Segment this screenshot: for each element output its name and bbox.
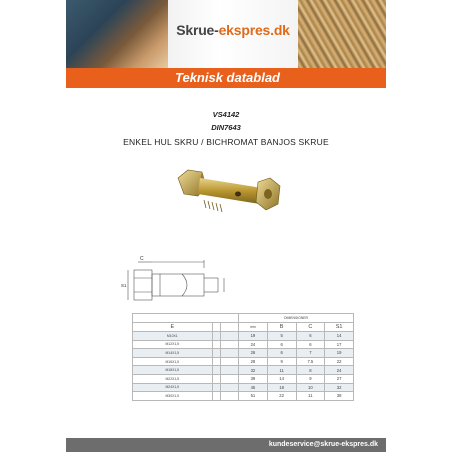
table-cell-a: 26	[239, 349, 268, 358]
table-header-e: E	[133, 323, 213, 332]
table-cell-b: 6	[267, 340, 296, 349]
table-cell-s1: 38	[325, 392, 354, 401]
datasheet-page	[66, 0, 386, 452]
table-cell-empty	[221, 374, 239, 383]
table-row	[133, 366, 354, 375]
table-cell-empty	[212, 392, 221, 401]
table-cell-a: 24	[239, 340, 268, 349]
product-description: ENKEL HUL SKRU / BICHROMAT BANJOS SKRUE	[123, 137, 329, 147]
table-row	[133, 374, 354, 383]
table-cell-a: 28	[239, 357, 268, 366]
table-cell-c: 9	[296, 374, 325, 383]
technical-drawing	[120, 254, 230, 308]
table-header-b: B	[267, 323, 296, 332]
table-cell-s1: 17	[325, 340, 354, 349]
table-row	[133, 340, 354, 349]
table-cell-s1: 24	[325, 366, 354, 375]
table-cell-empty	[212, 340, 221, 349]
header	[66, 0, 386, 68]
table-row	[133, 383, 354, 392]
table-cell-s1: 22	[325, 357, 354, 366]
table-cell-e: M22X1,5	[133, 374, 213, 383]
table-cell-empty	[212, 383, 221, 392]
table-cell-c: 6	[296, 340, 325, 349]
table-cell-b: 11	[267, 366, 296, 375]
table-header-s1: S1	[325, 323, 354, 332]
table-cell-s1: 14	[325, 332, 354, 341]
footer	[66, 438, 386, 452]
table-cell-empty	[212, 374, 221, 383]
table-cell-b: 6	[267, 349, 296, 358]
product-photo	[174, 164, 284, 224]
table-row	[133, 332, 354, 341]
table-cell-empty	[212, 332, 221, 341]
drawing-label-s1: S1	[121, 283, 127, 288]
table-cell-e: M30X1,5	[133, 392, 213, 401]
table-row	[133, 357, 354, 366]
table-cell-b: 14	[267, 374, 296, 383]
table-cell-b: 5	[267, 332, 296, 341]
table-cell-empty	[212, 349, 221, 358]
table-cell-b: 9	[267, 357, 296, 366]
table-cell-e: M14X1,5	[133, 349, 213, 358]
table-group-header: DIMENSIONER	[239, 314, 354, 323]
table-cell-empty	[221, 357, 239, 366]
table-cell-empty	[221, 383, 239, 392]
table-cell-empty	[221, 392, 239, 401]
table-cell-c: 7	[296, 349, 325, 358]
table-cell-c: 8	[296, 366, 325, 375]
logo-area	[168, 0, 298, 68]
table-header-c: C	[296, 323, 325, 332]
header-photo-screws	[298, 0, 386, 68]
table-cell-empty	[221, 332, 239, 341]
table-cell-empty	[221, 366, 239, 375]
product-code: VS4142	[212, 110, 240, 119]
table-cell-a: 32	[239, 366, 268, 375]
table-header-unit: mm	[239, 323, 268, 332]
drawing-label-c: C	[140, 256, 144, 262]
logo-part1: Skrue-	[176, 22, 219, 38]
table-cell-empty	[212, 357, 221, 366]
table-cell-e: M24X1,5	[133, 383, 213, 392]
table-cell-a: 19	[239, 332, 268, 341]
table-row	[133, 349, 354, 358]
table-cell-s1: 32	[325, 383, 354, 392]
product-standard: DIN7643	[211, 123, 241, 132]
table-cell-b: 22	[267, 392, 296, 401]
table-cell-a: 51	[239, 392, 268, 401]
table-cell-c: 7.5	[296, 357, 325, 366]
table-cell-empty	[221, 349, 239, 358]
table-cell-empty	[221, 340, 239, 349]
banner	[66, 68, 386, 88]
table-body	[133, 332, 354, 401]
table-cell-e: M10X1	[133, 332, 213, 341]
table-cell-e: M16X1,5	[133, 357, 213, 366]
table-cell-c: 6	[296, 332, 325, 341]
logo	[168, 22, 298, 38]
footer-email[interactable]: kundeservice@skrue-ekspres.dk	[268, 441, 378, 448]
table-group-header-row	[133, 314, 354, 323]
table-cell-s1: 19	[325, 349, 354, 358]
table-cell-empty	[212, 366, 221, 375]
table-cell-b: 18	[267, 383, 296, 392]
banner-title: Teknisk datablad	[175, 70, 280, 85]
dimensions-table	[132, 313, 354, 401]
table-cell-s1: 27	[325, 374, 354, 383]
table-cell-e: M18X1,5	[133, 366, 213, 375]
table-cell-c: 11	[296, 392, 325, 401]
table-cell-c: 10	[296, 383, 325, 392]
logo-part2: ekspres.dk	[218, 22, 290, 38]
table-header-row	[133, 323, 354, 332]
table-cell-e: M12X1,5	[133, 340, 213, 349]
table-row	[133, 392, 354, 401]
header-photo-tools	[66, 0, 168, 68]
table-cell-a: 45	[239, 383, 268, 392]
table-cell-a: 39	[239, 374, 268, 383]
